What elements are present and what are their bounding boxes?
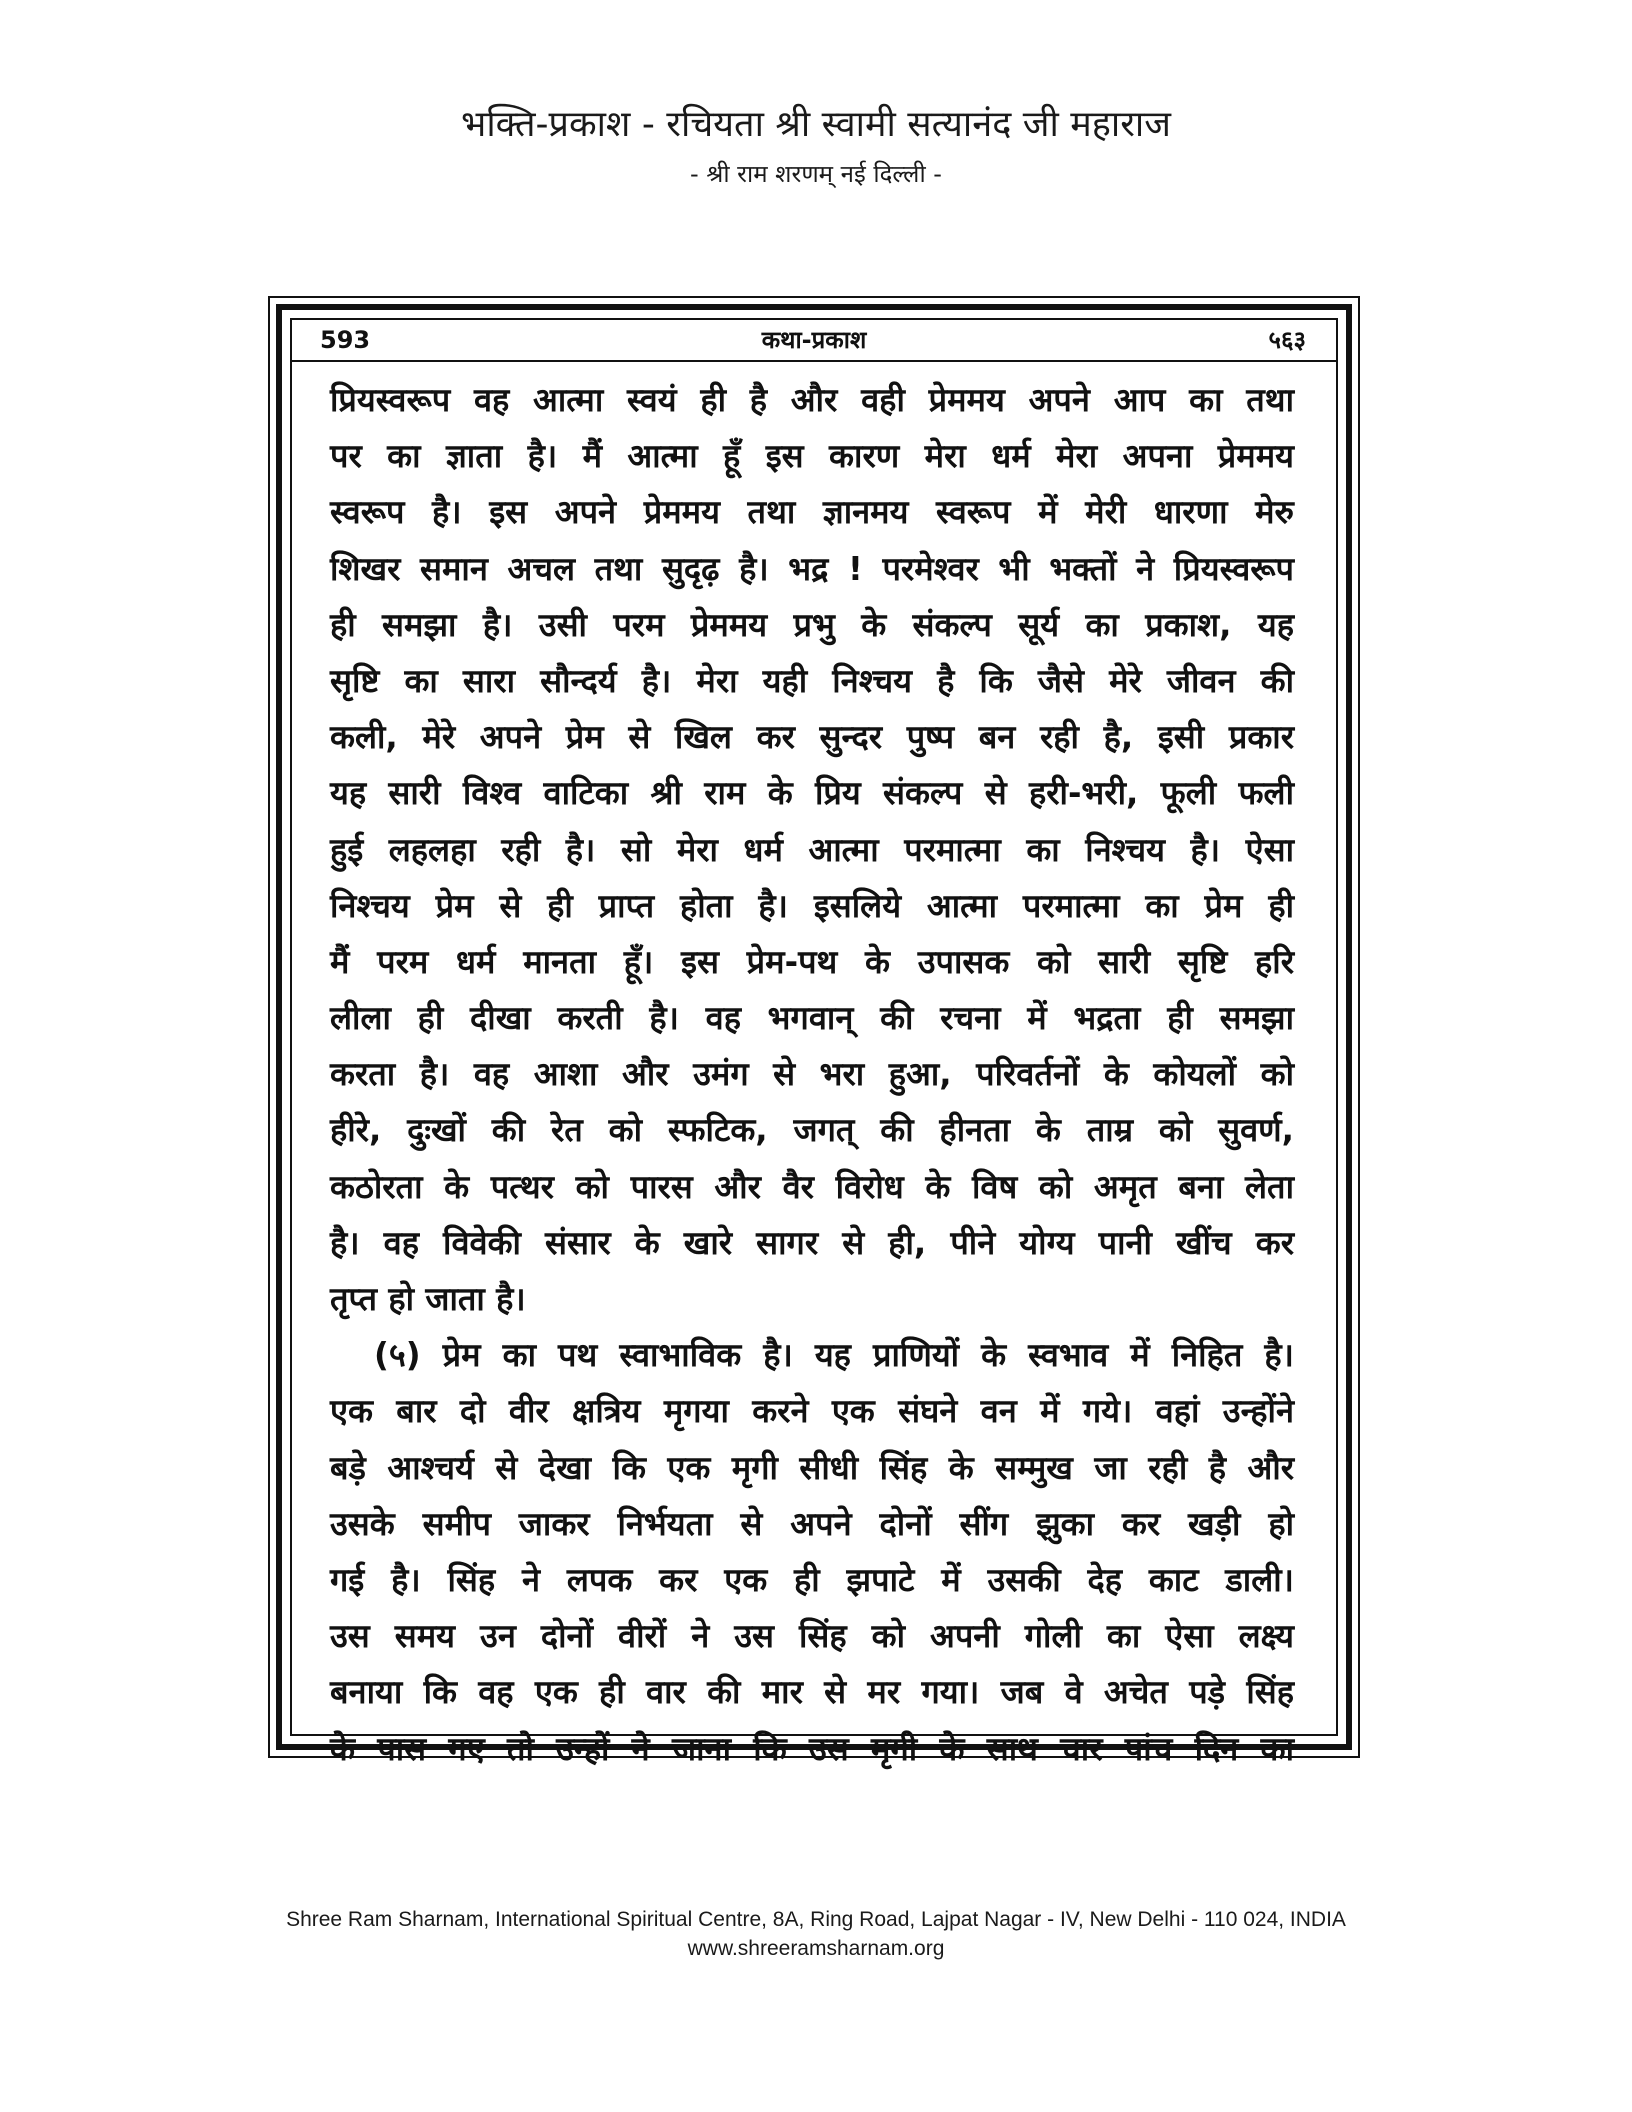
text-line: यह सारी विश्व वाटिका श्री राम के प्रिय संकल्प से हरी-भरी, फूली फली <box>330 774 1294 813</box>
footer-website: www.shreeramsharnam.org <box>687 1937 945 1960</box>
text-line: कठोरता के पत्थर को पारस और वैर विरोध के विष को अमृत बना लेता <box>330 1167 1294 1206</box>
text-line: निश्चय प्रेम से ही प्राप्त होता है। इसलिये आत्मा परमात्मा का प्रेम ही <box>330 886 1294 925</box>
text-line: हुई लहलहा रही है। सो मेरा धर्म आत्मा परमात्मा का निश्चय है। ऐसा <box>330 830 1294 869</box>
text-line: के पास गए तो उन्हों ने जाना कि उस मृगी के साथ चार पांच दिन का <box>330 1729 1294 1768</box>
text-line: हीरे, दुःखों की रेत को स्फटिक, जगत् की हीनता के ताम्र को सुवर्ण, <box>330 1111 1294 1150</box>
text-line: करता है। वह आशा और उमंग से भरा हुआ, परिवर्तनों के कोयलों को <box>330 1055 1294 1094</box>
body-text <box>330 372 1294 1777</box>
text-line: है। वह विवेकी संसार के खारे सागर से ही, पीने योग्य पानी खींच कर <box>330 1223 1294 1262</box>
page-number-devanagari: ५६३ <box>1268 326 1306 354</box>
footer-address: Shree Ram Sharnam, International Spiritual Centre, 8A, Ring Road, Lajpat Nagar - IV, New Delhi - 110 024, INDIA <box>286 1908 1346 1931</box>
text-line: बड़े आश्चर्य से देखा कि एक मृगी सीधी सिंह के सम्मुख जा रही है और <box>330 1448 1294 1487</box>
text-line: उसके समीप जाकर निर्भयता से अपने दोनों सींग झुका कर खड़ी हो <box>330 1504 1294 1543</box>
text-line: एक बार दो वीर क्षत्रिय मृगया करने एक संघने वन में गये। वहां उन्होंने <box>330 1392 1294 1431</box>
book-title: भक्ति-प्रकाश - रचियता श्री स्वामी सत्यानंद जी महाराज <box>461 104 1171 145</box>
page-number-arabic: 593 <box>320 326 371 354</box>
text-line: प्रियस्वरूप वह आत्मा स्वयं ही है और वही प्रेममय अपने आप का तथा <box>330 381 1294 419</box>
paragraph-end-line: तृप्त हो जाता है। <box>330 1280 526 1318</box>
text-line: गई है। सिंह ने लपक कर एक ही झपाटे में उसकी देह काट डाली। <box>330 1560 1294 1599</box>
text-line: ही समझा है। उसी परम प्रेममय प्रभु के संकल्प सूर्य का प्रकाश, यह <box>330 605 1294 644</box>
text-line: मैं परम धर्म मानता हूँ। इस प्रेम-पथ के उपासक को सारी सृष्टि हरि <box>330 942 1294 981</box>
page-footer <box>0 1905 1632 1963</box>
text-line: बनाया कि वह एक ही वार की मार से मर गया। जब वे अचेत पड़े सिंह <box>330 1673 1294 1712</box>
text-line: कली, मेरे अपने प्रेम से खिल कर सुन्दर पुष्प बन रही है, इसी प्रकार <box>330 718 1294 757</box>
section-title: कथा-प्रकाश <box>761 326 867 354</box>
text-line: सृष्टि का सारा सौन्दर्य है। मेरा यही निश्चय है कि जैसे मेरे जीवन की <box>330 661 1294 700</box>
text-line: लीला ही दीखा करती है। वह भगवान् की रचना में भद्रता ही समझा <box>330 999 1294 1038</box>
publisher-subtitle: - श्री राम शरणम् नई दिल्ली - <box>690 160 942 188</box>
page-header <box>0 100 1632 194</box>
paragraph-start-line: (५) प्रेम का पथ स्वाभाविक है। यह प्राणियों के स्वभाव में निहित है। <box>374 1336 1294 1375</box>
running-head <box>292 320 1336 362</box>
text-line: उस समय उन दोनों वीरों ने उस सिंह को अपनी गोली का ऐसा लक्ष्य <box>330 1617 1294 1656</box>
text-line: स्वरूप है। इस अपने प्रेममय तथा ज्ञानमय स्वरूप में मेरी धारणा मेरु <box>330 493 1294 532</box>
text-line: शिखर समान अचल तथा सुदृढ़ है। भद्र ! परमेश्वर भी भक्तों ने प्रियस्वरूप <box>330 549 1294 588</box>
text-line: पर का ज्ञाता है। मैं आत्मा हूँ इस कारण मेरा धर्म मेरा अपना प्रेममय <box>330 437 1294 476</box>
